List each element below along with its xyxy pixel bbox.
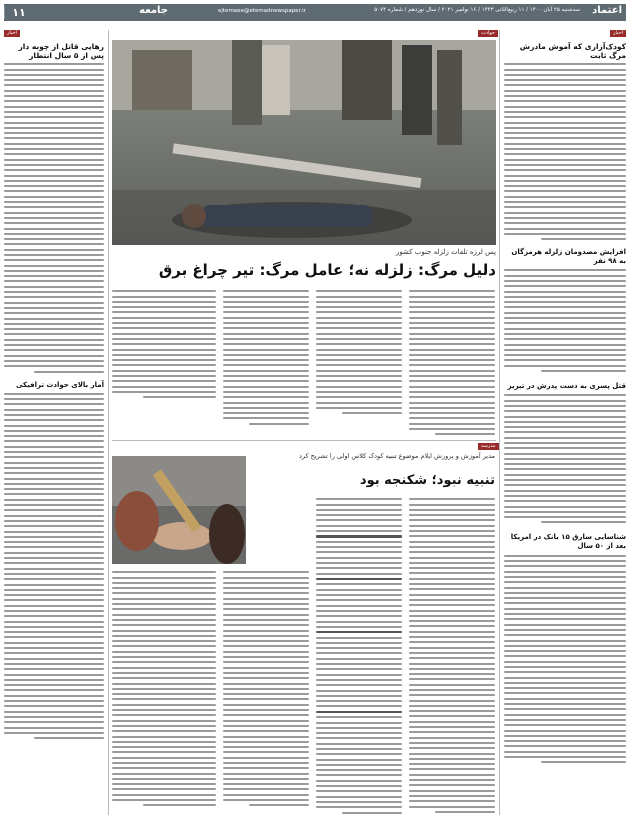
article-text	[504, 555, 626, 764]
school-article-col-4	[112, 568, 216, 815]
article-text	[504, 269, 626, 372]
school-article-col-1	[409, 495, 495, 815]
right-headline-1: کودک‌آزاری که آموش مادرش‌ مرگ‌ ثابت	[519, 42, 626, 60]
column-divider	[499, 30, 500, 815]
main-article-col-4	[112, 287, 216, 437]
left-column	[4, 42, 104, 812]
main-headline: دلیل مرگ: زلزله نه؛ عامل مرگ: تیر چراغ برق	[158, 261, 496, 279]
school-kicker: مدیر آموزش و پرورش ایلام موضوع تنبیه کودک کلاس اولی را تشریح کرد	[299, 452, 495, 460]
article-text	[504, 394, 626, 523]
classroom-photo	[112, 456, 246, 564]
section-divider	[112, 440, 496, 441]
school-headline: تنبیه نبود؛ شکنجه بود	[359, 473, 495, 488]
header-email: ejtemaee@etemadnewspaper.ir	[218, 8, 306, 14]
date-line: سه‌شنبه ۲۵ آبان ۱۴۰۰ / ۱۱ ربیع‌الثانی ۱۴۴۳ / ۱۶ نوامبر ۲۰۲۱ / سال نوزدهم / شماره ۵۰۷۴	[374, 7, 580, 13]
tag-news-right: اخبار	[610, 30, 626, 37]
main-article-col-3	[223, 287, 309, 437]
right-headline-4: شناسایی سارق ۱۵ بانک در امریکا بعد از ۵۰ سال	[510, 533, 626, 551]
main-article-col-1	[409, 287, 495, 437]
newspaper-logo: اعتماد	[592, 5, 622, 16]
main-article-col-2	[316, 287, 402, 437]
article-text	[4, 63, 104, 372]
tag-school: مدرسه	[478, 443, 499, 450]
tag-accidents: حوادث	[478, 30, 498, 37]
article-text	[4, 393, 104, 739]
article-text	[504, 63, 626, 240]
page-number: ۱۱	[4, 6, 33, 19]
main-kicker: پس لرزه تلفات زلزله جنوب کشور	[395, 248, 496, 256]
right-headline-2: افزایش مصدومان زلزله هرمزگان به ۹۸ نفر	[511, 248, 626, 266]
column-divider	[108, 30, 109, 815]
page-header	[4, 4, 626, 21]
left-headline-1: رهایی قاتل از چوبه دار پس از ۵ سال انتظار	[18, 42, 104, 60]
school-article-col-3	[223, 568, 309, 815]
right-column	[504, 42, 626, 812]
earthquake-photo	[112, 40, 496, 245]
right-headline-3: قتل پسری به دست پدرش در تبریز	[507, 382, 626, 391]
left-headline-2: آمار بالای حوادث ترافیکی	[15, 380, 104, 389]
school-article-col-2	[316, 495, 402, 815]
tag-news-left: اخبار	[4, 30, 20, 37]
section-name: جامعه	[139, 5, 168, 16]
